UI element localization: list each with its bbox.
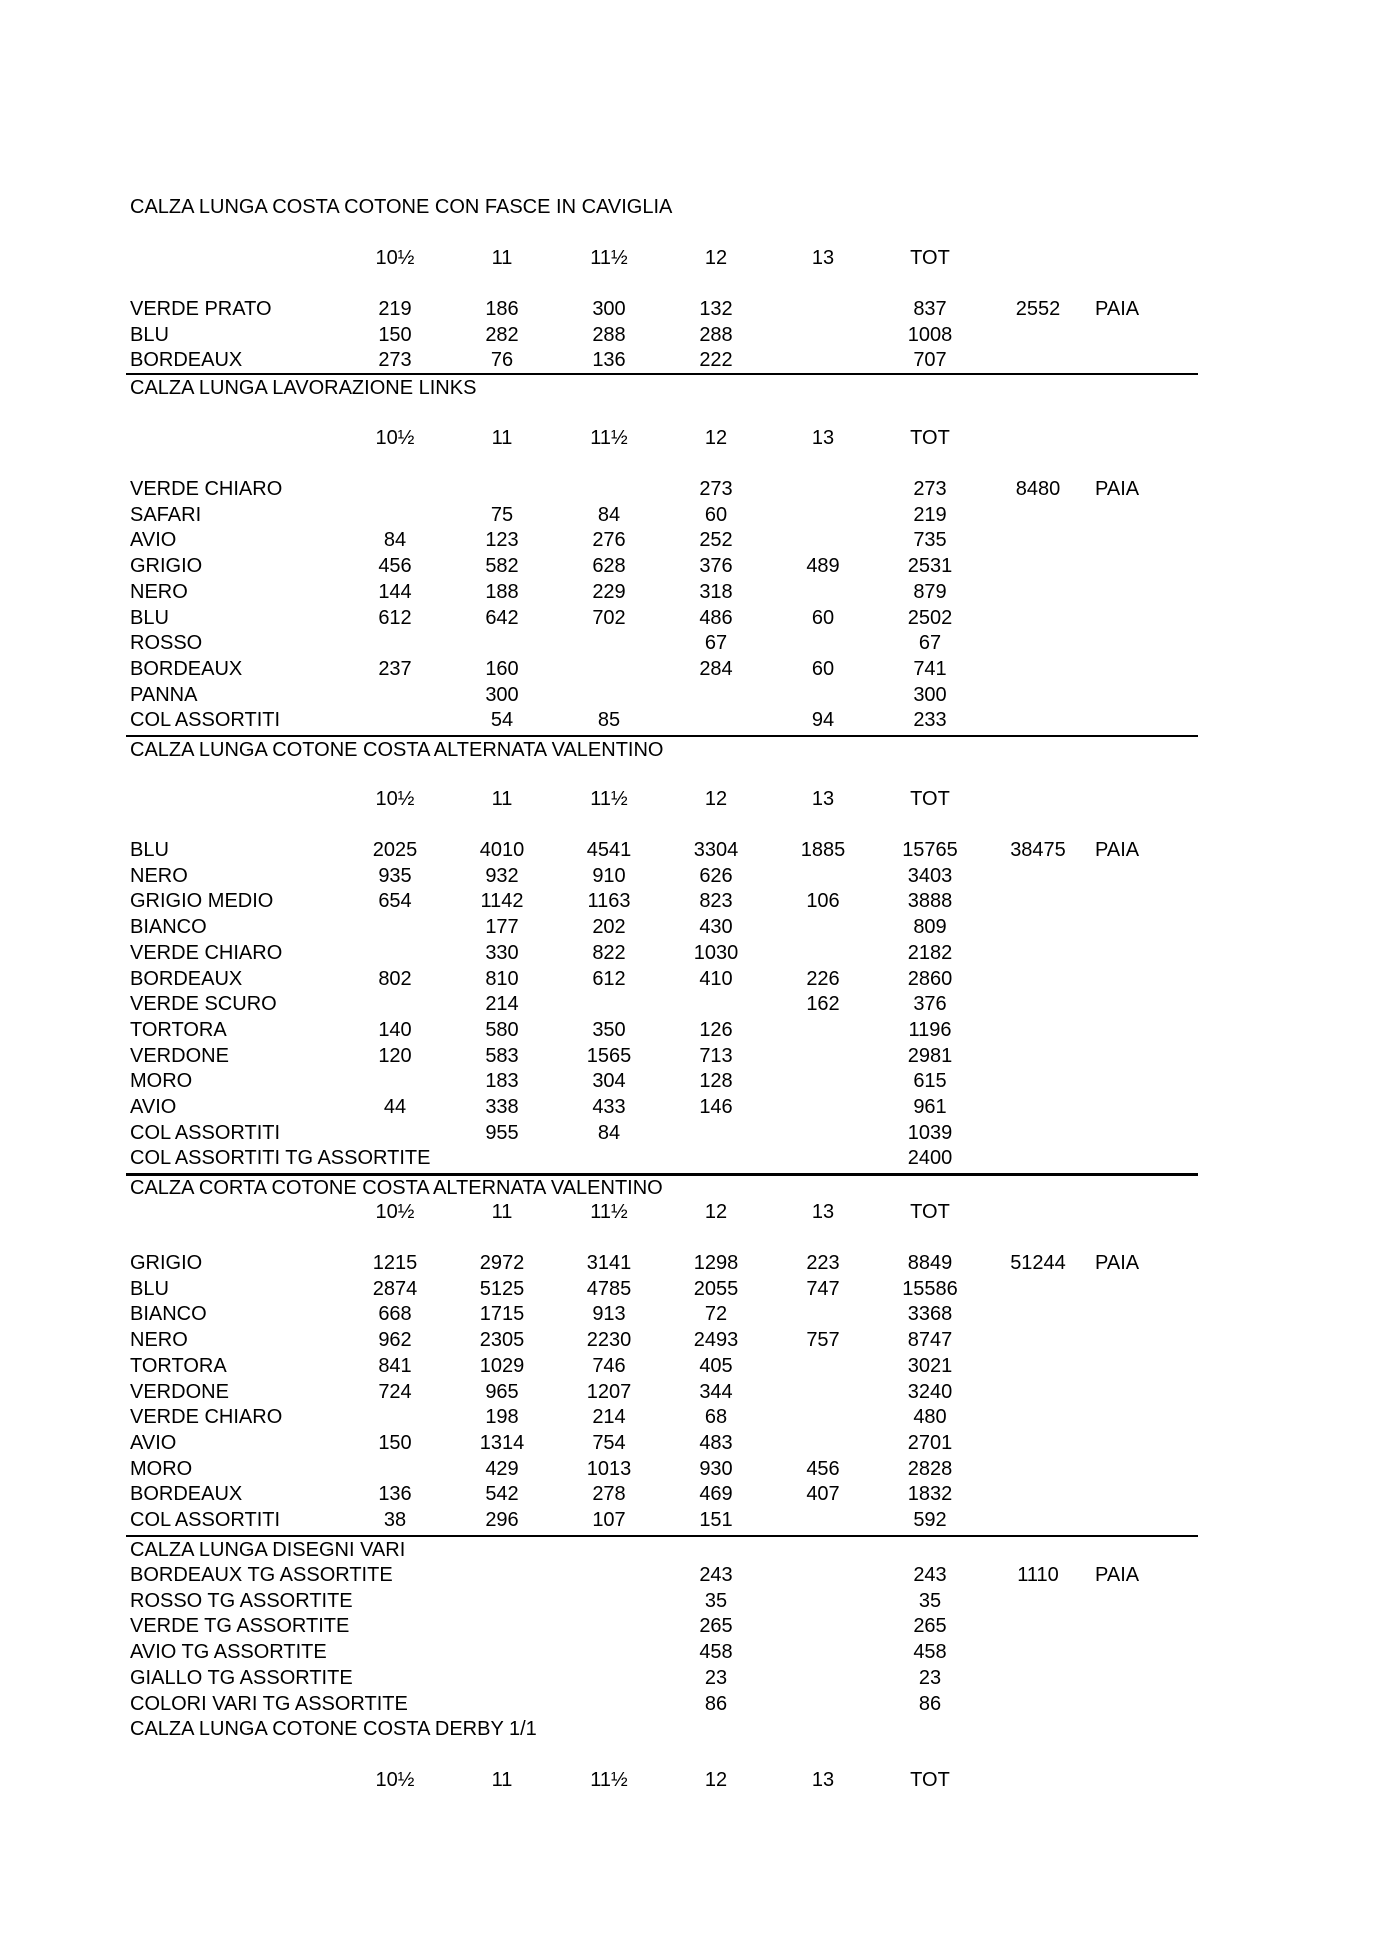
quantity-cell: 273 [378,349,412,371]
row-total-cell: 2502 [907,607,953,629]
row-total-cell: 243 [913,1564,947,1586]
row-label: VERDONE [130,1381,229,1403]
size-header-cell: 12 [704,247,728,269]
row-total-cell: 273 [913,478,947,500]
row-label: BORDEAUX [130,349,243,371]
size-header-cell: 13 [811,427,835,449]
quantity-cell: 188 [485,581,519,603]
size-header-cell: 13 [811,247,835,269]
row-total-cell: 735 [913,529,947,551]
size-header-cell: 11½ [590,788,628,810]
quantity-cell: 642 [485,607,519,629]
quantity-cell: 626 [699,865,733,887]
row-total-cell: 2981 [907,1045,953,1067]
row-label: COLORI VARI TG ASSORTITE [130,1693,408,1715]
row-total-cell: 265 [913,1615,947,1637]
quantity-cell: 219 [378,298,412,320]
quantity-cell: 486 [699,607,733,629]
size-header-cell: 10½ [375,247,415,269]
quantity-cell: 338 [485,1096,519,1118]
quantity-cell: 841 [378,1355,412,1377]
row-total-cell: 8849 [907,1252,953,1274]
row-label: VERDE CHIARO [130,942,283,964]
quantity-cell: 76 [490,349,514,371]
quantity-cell: 2230 [586,1329,632,1351]
size-header-cell: TOT [910,247,950,269]
size-header-cell: 13 [811,1201,835,1223]
row-label: AVIO [130,529,177,551]
quantity-cell: 489 [806,555,840,577]
quantity-cell: 456 [806,1458,840,1480]
quantity-cell: 1030 [693,942,739,964]
row-label: COL ASSORTITI TG ASSORTITE [130,1147,431,1169]
row-label: TORTORA [130,1355,227,1377]
quantity-cell: 930 [699,1458,733,1480]
quantity-cell: 44 [383,1096,407,1118]
row-label: SAFARI [130,504,202,526]
row-label: AVIO TG ASSORTITE [130,1641,327,1663]
size-header-cell: 10½ [375,788,415,810]
unit-label: PAIA [1095,478,1140,500]
row-total-cell: 1832 [907,1483,953,1505]
size-header-cell: 10½ [375,1769,415,1791]
quantity-cell: 162 [806,993,840,1015]
quantity-cell: 68 [704,1406,728,1428]
quantity-cell: 123 [485,529,519,551]
quantity-cell: 38 [383,1509,407,1531]
row-total-cell: 3021 [907,1355,953,1377]
quantity-cell: 282 [485,324,519,346]
section-divider [126,373,1198,375]
quantity-cell: 483 [699,1432,733,1454]
row-label: BLU [130,607,169,629]
row-total-cell: 1039 [907,1122,953,1144]
section-title: CALZA LUNGA COSTA COTONE CON FASCE IN CAVIGLIA [130,196,673,218]
row-label: BIANCO [130,916,207,938]
quantity-cell: 4010 [479,839,525,861]
row-total-cell: 3240 [907,1381,953,1403]
quantity-cell: 72 [704,1303,728,1325]
row-total-cell: 233 [913,709,947,731]
section-title: CALZA LUNGA COTONE COSTA ALTERNATA VALENTINO [130,739,664,761]
row-total-cell: 837 [913,298,947,320]
quantity-cell: 186 [485,298,519,320]
quantity-cell: 910 [592,865,626,887]
unit-label: PAIA [1095,839,1140,861]
quantity-cell: 430 [699,916,733,938]
size-header-cell: 11 [491,1201,513,1223]
quantity-cell: 223 [806,1252,840,1274]
quantity-cell: 278 [592,1483,626,1505]
row-total-cell: 2701 [907,1432,953,1454]
quantity-cell: 60 [811,658,835,680]
row-label: TORTORA [130,1019,227,1041]
row-total-cell: 2531 [907,555,953,577]
quantity-cell: 469 [699,1483,733,1505]
row-label: GRIGIO [130,555,203,577]
quantity-cell: 1029 [479,1355,525,1377]
quantity-cell: 214 [592,1406,626,1428]
size-header-cell: 12 [704,788,728,810]
row-label: MORO [130,1070,193,1092]
quantity-cell: 304 [592,1070,626,1092]
row-label: BLU [130,324,169,346]
row-total-cell: 2182 [907,942,953,964]
size-header-cell: 12 [704,1769,728,1791]
quantity-cell: 612 [592,968,626,990]
size-header-cell: TOT [910,788,950,810]
unit-label: PAIA [1095,1564,1140,1586]
quantity-cell: 1142 [480,890,524,912]
quantity-cell: 433 [592,1096,626,1118]
size-header-cell: 11½ [590,247,628,269]
size-header-cell: 12 [704,427,728,449]
quantity-cell: 2305 [479,1329,525,1351]
quantity-cell: 5125 [479,1278,525,1300]
quantity-cell: 132 [699,298,733,320]
row-label: NERO [130,865,188,887]
quantity-cell: 126 [699,1019,733,1041]
row-label: BLU [130,839,169,861]
size-header-cell: TOT [910,1769,950,1791]
size-header-cell: 11½ [590,427,628,449]
quantity-cell: 746 [592,1355,626,1377]
quantity-cell: 150 [378,1432,412,1454]
quantity-cell: 229 [592,581,626,603]
group-total-cell: 38475 [1010,839,1066,861]
size-header-cell: 13 [811,1769,835,1791]
row-label: AVIO [130,1432,177,1454]
quantity-cell: 2972 [479,1252,525,1274]
row-total-cell: 458 [913,1641,947,1663]
row-label: GRIGIO [130,1252,203,1274]
section-divider [126,1535,1198,1537]
quantity-cell: 713 [699,1045,733,1067]
row-total-cell: 3403 [907,865,953,887]
row-label: COL ASSORTITI [130,1509,281,1531]
size-header-cell: 10½ [375,427,415,449]
quantity-cell: 702 [592,607,626,629]
quantity-cell: 276 [592,529,626,551]
quantity-cell: 183 [485,1070,519,1092]
row-total-cell: 15586 [902,1278,958,1300]
quantity-cell: 84 [383,529,407,551]
size-header-cell: 11 [491,247,513,269]
row-total-cell: 15765 [902,839,958,861]
row-total-cell: 3888 [907,890,953,912]
quantity-cell: 429 [485,1458,519,1480]
row-label: PANNA [130,684,198,706]
quantity-cell: 1298 [693,1252,739,1274]
quantity-cell: 128 [699,1070,733,1092]
row-total-cell: 879 [913,581,947,603]
row-total-cell: 376 [913,993,947,1015]
size-header-cell: 11½ [590,1201,628,1223]
row-total-cell: 1008 [907,324,953,346]
quantity-cell: 85 [597,709,621,731]
group-total-cell: 2552 [1015,298,1061,320]
row-total-cell: 480 [913,1406,947,1428]
row-label: BIANCO [130,1303,207,1325]
section-title: CALZA LUNGA LAVORAZIONE LINKS [130,377,477,399]
row-label: BLU [130,1278,169,1300]
quantity-cell: 150 [378,324,412,346]
quantity-cell: 300 [592,298,626,320]
row-label: VERDE CHIARO [130,478,283,500]
size-header-cell: TOT [910,427,950,449]
quantity-cell: 160 [485,658,519,680]
quantity-cell: 1163 [587,890,631,912]
size-header-cell: 11½ [590,1769,628,1791]
row-label: BORDEAUX [130,1483,243,1505]
row-label: BORDEAUX [130,968,243,990]
section-divider [126,735,1198,737]
row-total-cell: 67 [918,632,942,654]
quantity-cell: 965 [485,1381,519,1403]
quantity-cell: 654 [378,890,412,912]
quantity-cell: 75 [490,504,514,526]
quantity-cell: 410 [699,968,733,990]
row-label: BORDEAUX [130,658,243,680]
quantity-cell: 405 [699,1355,733,1377]
quantity-cell: 4785 [586,1278,632,1300]
row-label: VERDE CHIARO [130,1406,283,1428]
quantity-cell: 2025 [372,839,418,861]
quantity-cell: 214 [485,993,519,1015]
quantity-cell: 802 [378,968,412,990]
quantity-cell: 628 [592,555,626,577]
row-label: VERDE TG ASSORTITE [130,1615,350,1637]
row-total-cell: 1196 [908,1019,952,1041]
row-total-cell: 707 [913,349,947,371]
quantity-cell: 60 [811,607,835,629]
group-total-cell: 8480 [1015,478,1061,500]
row-label: MORO [130,1458,193,1480]
quantity-cell: 810 [485,968,519,990]
quantity-cell: 583 [485,1045,519,1067]
quantity-cell: 1314 [479,1432,525,1454]
quantity-cell: 67 [704,632,728,654]
quantity-cell: 35 [704,1590,728,1612]
quantity-cell: 84 [597,504,621,526]
quantity-cell: 265 [699,1615,733,1637]
row-label: VERDONE [130,1045,229,1067]
section-title: CALZA LUNGA COTONE COSTA DERBY 1/1 [130,1718,537,1740]
quantity-cell: 318 [699,581,733,603]
quantity-cell: 2055 [693,1278,739,1300]
quantity-cell: 106 [806,890,840,912]
row-total-cell: 23 [918,1667,942,1689]
quantity-cell: 458 [699,1641,733,1663]
row-label: NERO [130,1329,188,1351]
quantity-cell: 668 [378,1303,412,1325]
quantity-cell: 935 [378,865,412,887]
row-total-cell: 35 [918,1590,942,1612]
quantity-cell: 198 [485,1406,519,1428]
quantity-cell: 4541 [586,839,632,861]
quantity-cell: 288 [592,324,626,346]
quantity-cell: 376 [699,555,733,577]
quantity-cell: 754 [592,1432,626,1454]
quantity-cell: 1565 [586,1045,632,1067]
quantity-cell: 2874 [372,1278,418,1300]
row-label: COL ASSORTITI [130,709,281,731]
quantity-cell: 456 [378,555,412,577]
quantity-cell: 151 [699,1509,733,1531]
row-label: NERO [130,581,188,603]
quantity-cell: 140 [378,1019,412,1041]
quantity-cell: 202 [592,916,626,938]
quantity-cell: 580 [485,1019,519,1041]
size-header-cell: 10½ [375,1201,415,1223]
quantity-cell: 243 [699,1564,733,1586]
quantity-cell: 226 [806,968,840,990]
quantity-cell: 60 [704,504,728,526]
quantity-cell: 1215 [372,1252,418,1274]
unit-label: PAIA [1095,298,1140,320]
quantity-cell: 222 [699,349,733,371]
row-total-cell: 809 [913,916,947,938]
quantity-cell: 582 [485,555,519,577]
quantity-cell: 612 [378,607,412,629]
quantity-cell: 120 [378,1045,412,1067]
quantity-cell: 284 [699,658,733,680]
quantity-cell: 913 [592,1303,626,1325]
row-total-cell: 219 [913,504,947,526]
quantity-cell: 86 [704,1693,728,1715]
quantity-cell: 23 [704,1667,728,1689]
quantity-cell: 542 [485,1483,519,1505]
row-total-cell: 2860 [907,968,953,990]
row-total-cell: 3368 [907,1303,953,1325]
quantity-cell: 350 [592,1019,626,1041]
row-label: GRIGIO MEDIO [130,890,274,912]
section-title: CALZA LUNGA DISEGNI VARI [130,1539,406,1561]
size-header-cell: 11 [491,427,513,449]
quantity-cell: 955 [485,1122,519,1144]
row-total-cell: 961 [913,1096,947,1118]
row-label: COL ASSORTITI [130,1122,281,1144]
quantity-cell: 747 [806,1278,840,1300]
group-total-cell: 51244 [1010,1252,1066,1274]
row-label: AVIO [130,1096,177,1118]
quantity-cell: 237 [378,658,412,680]
row-total-cell: 615 [913,1070,947,1092]
quantity-cell: 724 [378,1381,412,1403]
row-total-cell: 300 [913,684,947,706]
quantity-cell: 144 [378,581,412,603]
row-total-cell: 592 [913,1509,947,1531]
quantity-cell: 3141 [586,1252,632,1274]
quantity-cell: 296 [485,1509,519,1531]
quantity-cell: 273 [699,478,733,500]
quantity-cell: 94 [811,709,835,731]
size-header-cell: 12 [704,1201,728,1223]
quantity-cell: 136 [592,349,626,371]
quantity-cell: 2493 [693,1329,739,1351]
quantity-cell: 962 [378,1329,412,1351]
quantity-cell: 330 [485,942,519,964]
unit-label: PAIA [1095,1252,1140,1274]
quantity-cell: 3304 [693,839,739,861]
quantity-cell: 146 [699,1096,733,1118]
size-header-cell: 11 [491,788,513,810]
row-label: ROSSO [130,632,203,654]
quantity-cell: 823 [699,890,733,912]
row-label: GIALLO TG ASSORTITE [130,1667,353,1689]
quantity-cell: 822 [592,942,626,964]
quantity-cell: 757 [806,1329,840,1351]
quantity-cell: 1013 [586,1458,632,1480]
quantity-cell: 300 [485,684,519,706]
quantity-cell: 84 [597,1122,621,1144]
size-header-cell: 13 [811,788,835,810]
quantity-cell: 136 [378,1483,412,1505]
quantity-cell: 177 [485,916,519,938]
quantity-cell: 54 [490,709,514,731]
quantity-cell: 1885 [800,839,846,861]
quantity-cell: 344 [699,1381,733,1403]
size-header-cell: TOT [910,1201,950,1223]
row-total-cell: 8747 [907,1329,953,1351]
quantity-cell: 932 [485,865,519,887]
row-label: ROSSO TG ASSORTITE [130,1590,353,1612]
row-total-cell: 2828 [907,1458,953,1480]
row-label: VERDE SCURO [130,993,277,1015]
row-label: VERDE PRATO [130,298,272,320]
row-total-cell: 741 [913,658,947,680]
quantity-cell: 1715 [479,1303,525,1325]
quantity-cell: 407 [806,1483,840,1505]
quantity-cell: 1207 [586,1381,632,1403]
row-total-cell: 2400 [907,1147,953,1169]
group-total-cell: 1110 [1017,1564,1059,1586]
quantity-cell: 288 [699,324,733,346]
quantity-cell: 107 [592,1509,626,1531]
quantity-cell: 252 [699,529,733,551]
section-title: CALZA CORTA COTONE COSTA ALTERNATA VALENTINO [130,1177,663,1199]
row-total-cell: 86 [918,1693,942,1715]
size-header-cell: 11 [491,1769,513,1791]
row-label: BORDEAUX TG ASSORTITE [130,1564,393,1586]
